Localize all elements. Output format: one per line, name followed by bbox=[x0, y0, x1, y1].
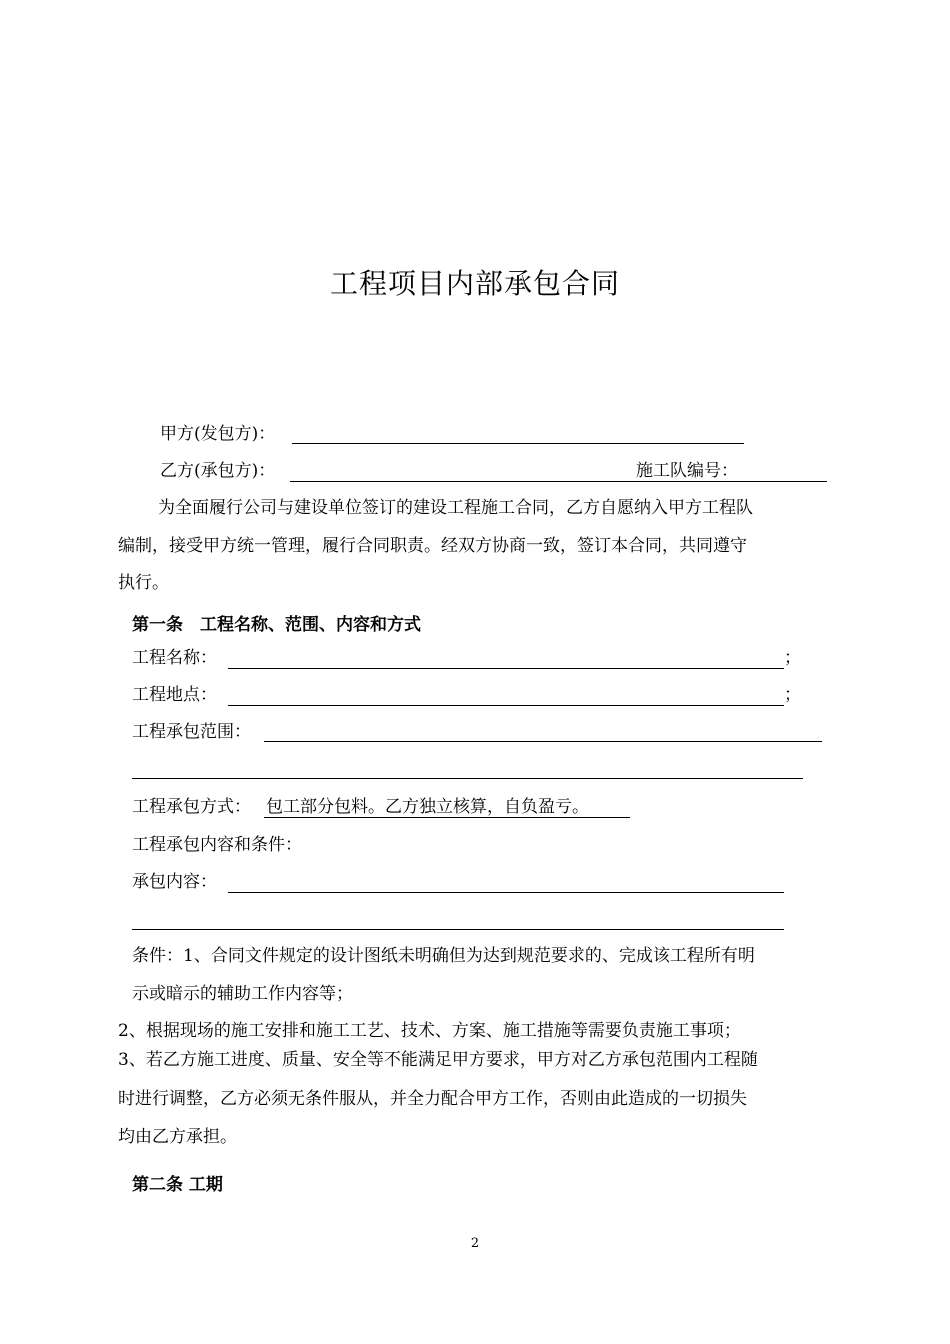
party-a-blank bbox=[292, 443, 744, 444]
content-blank-2 bbox=[132, 929, 784, 930]
content-blank-1 bbox=[228, 892, 784, 893]
content-label: 承包内容： bbox=[132, 872, 217, 892]
intro-line-1: 为全面履行公司与建设单位签订的建设工程施工合同，乙方自愿纳入甲方工程队 bbox=[158, 498, 753, 518]
scope-label: 工程承包范围： bbox=[132, 722, 251, 742]
condition-1-line-2: 示或暗示的辅助工作内容等； bbox=[132, 984, 353, 1004]
project-location-blank bbox=[228, 705, 784, 706]
article-1-heading: 第一条 工程名称、范围、内容和方式 bbox=[132, 615, 421, 635]
team-no-label: 施工队编号： bbox=[636, 461, 738, 481]
method-value: 包工部分包料。乙方独立核算，自负盈亏。 bbox=[266, 797, 589, 817]
condition-3-line-2: 时进行调整，乙方必须无条件服从，并全力配合甲方工作，否则由此造成的一切损失 bbox=[118, 1089, 747, 1109]
article-2-heading: 第二条 工期 bbox=[132, 1175, 223, 1195]
condition-3-line-1: 3、若乙方施工进度、质量、安全等不能满足甲方要求，甲方对乙方承包范围内工程随 bbox=[118, 1050, 758, 1070]
condition-1-line-1: 条件：1、合同文件规定的设计图纸未明确但为达到规范要求的、完成该工程所有明 bbox=[132, 946, 755, 966]
project-location-label: 工程地点： bbox=[132, 685, 217, 705]
method-label: 工程承包方式： bbox=[132, 797, 251, 817]
party-a-label: 甲方(发包方)： bbox=[160, 424, 276, 444]
scope-blank-2 bbox=[132, 778, 803, 779]
project-name-semicolon: ； bbox=[784, 648, 801, 668]
method-underline bbox=[264, 817, 630, 818]
intro-line-3: 执行。 bbox=[118, 573, 169, 593]
project-name-label: 工程名称： bbox=[132, 648, 217, 668]
content-conditions-label: 工程承包内容和条件： bbox=[132, 835, 302, 855]
intro-line-2: 编制，接受甲方统一管理，履行合同职责。经双方协商一致，签订本合同，共同遵守 bbox=[118, 536, 747, 556]
party-b-label: 乙方(承包方)： bbox=[160, 461, 276, 481]
document-title: 工程项目内部承包合同 bbox=[329, 267, 620, 300]
page-number: 2 bbox=[470, 1236, 480, 1251]
scope-blank-1 bbox=[264, 741, 822, 742]
condition-2: 2、根据现场的施工安排和施工工艺、技术、方案、施工措施等需要负责施工事项； bbox=[118, 1021, 741, 1041]
condition-3-line-3: 均由乙方承担。 bbox=[118, 1127, 237, 1147]
project-location-semicolon: ； bbox=[784, 685, 801, 705]
project-name-blank bbox=[228, 668, 784, 669]
party-b-blank bbox=[290, 481, 827, 482]
